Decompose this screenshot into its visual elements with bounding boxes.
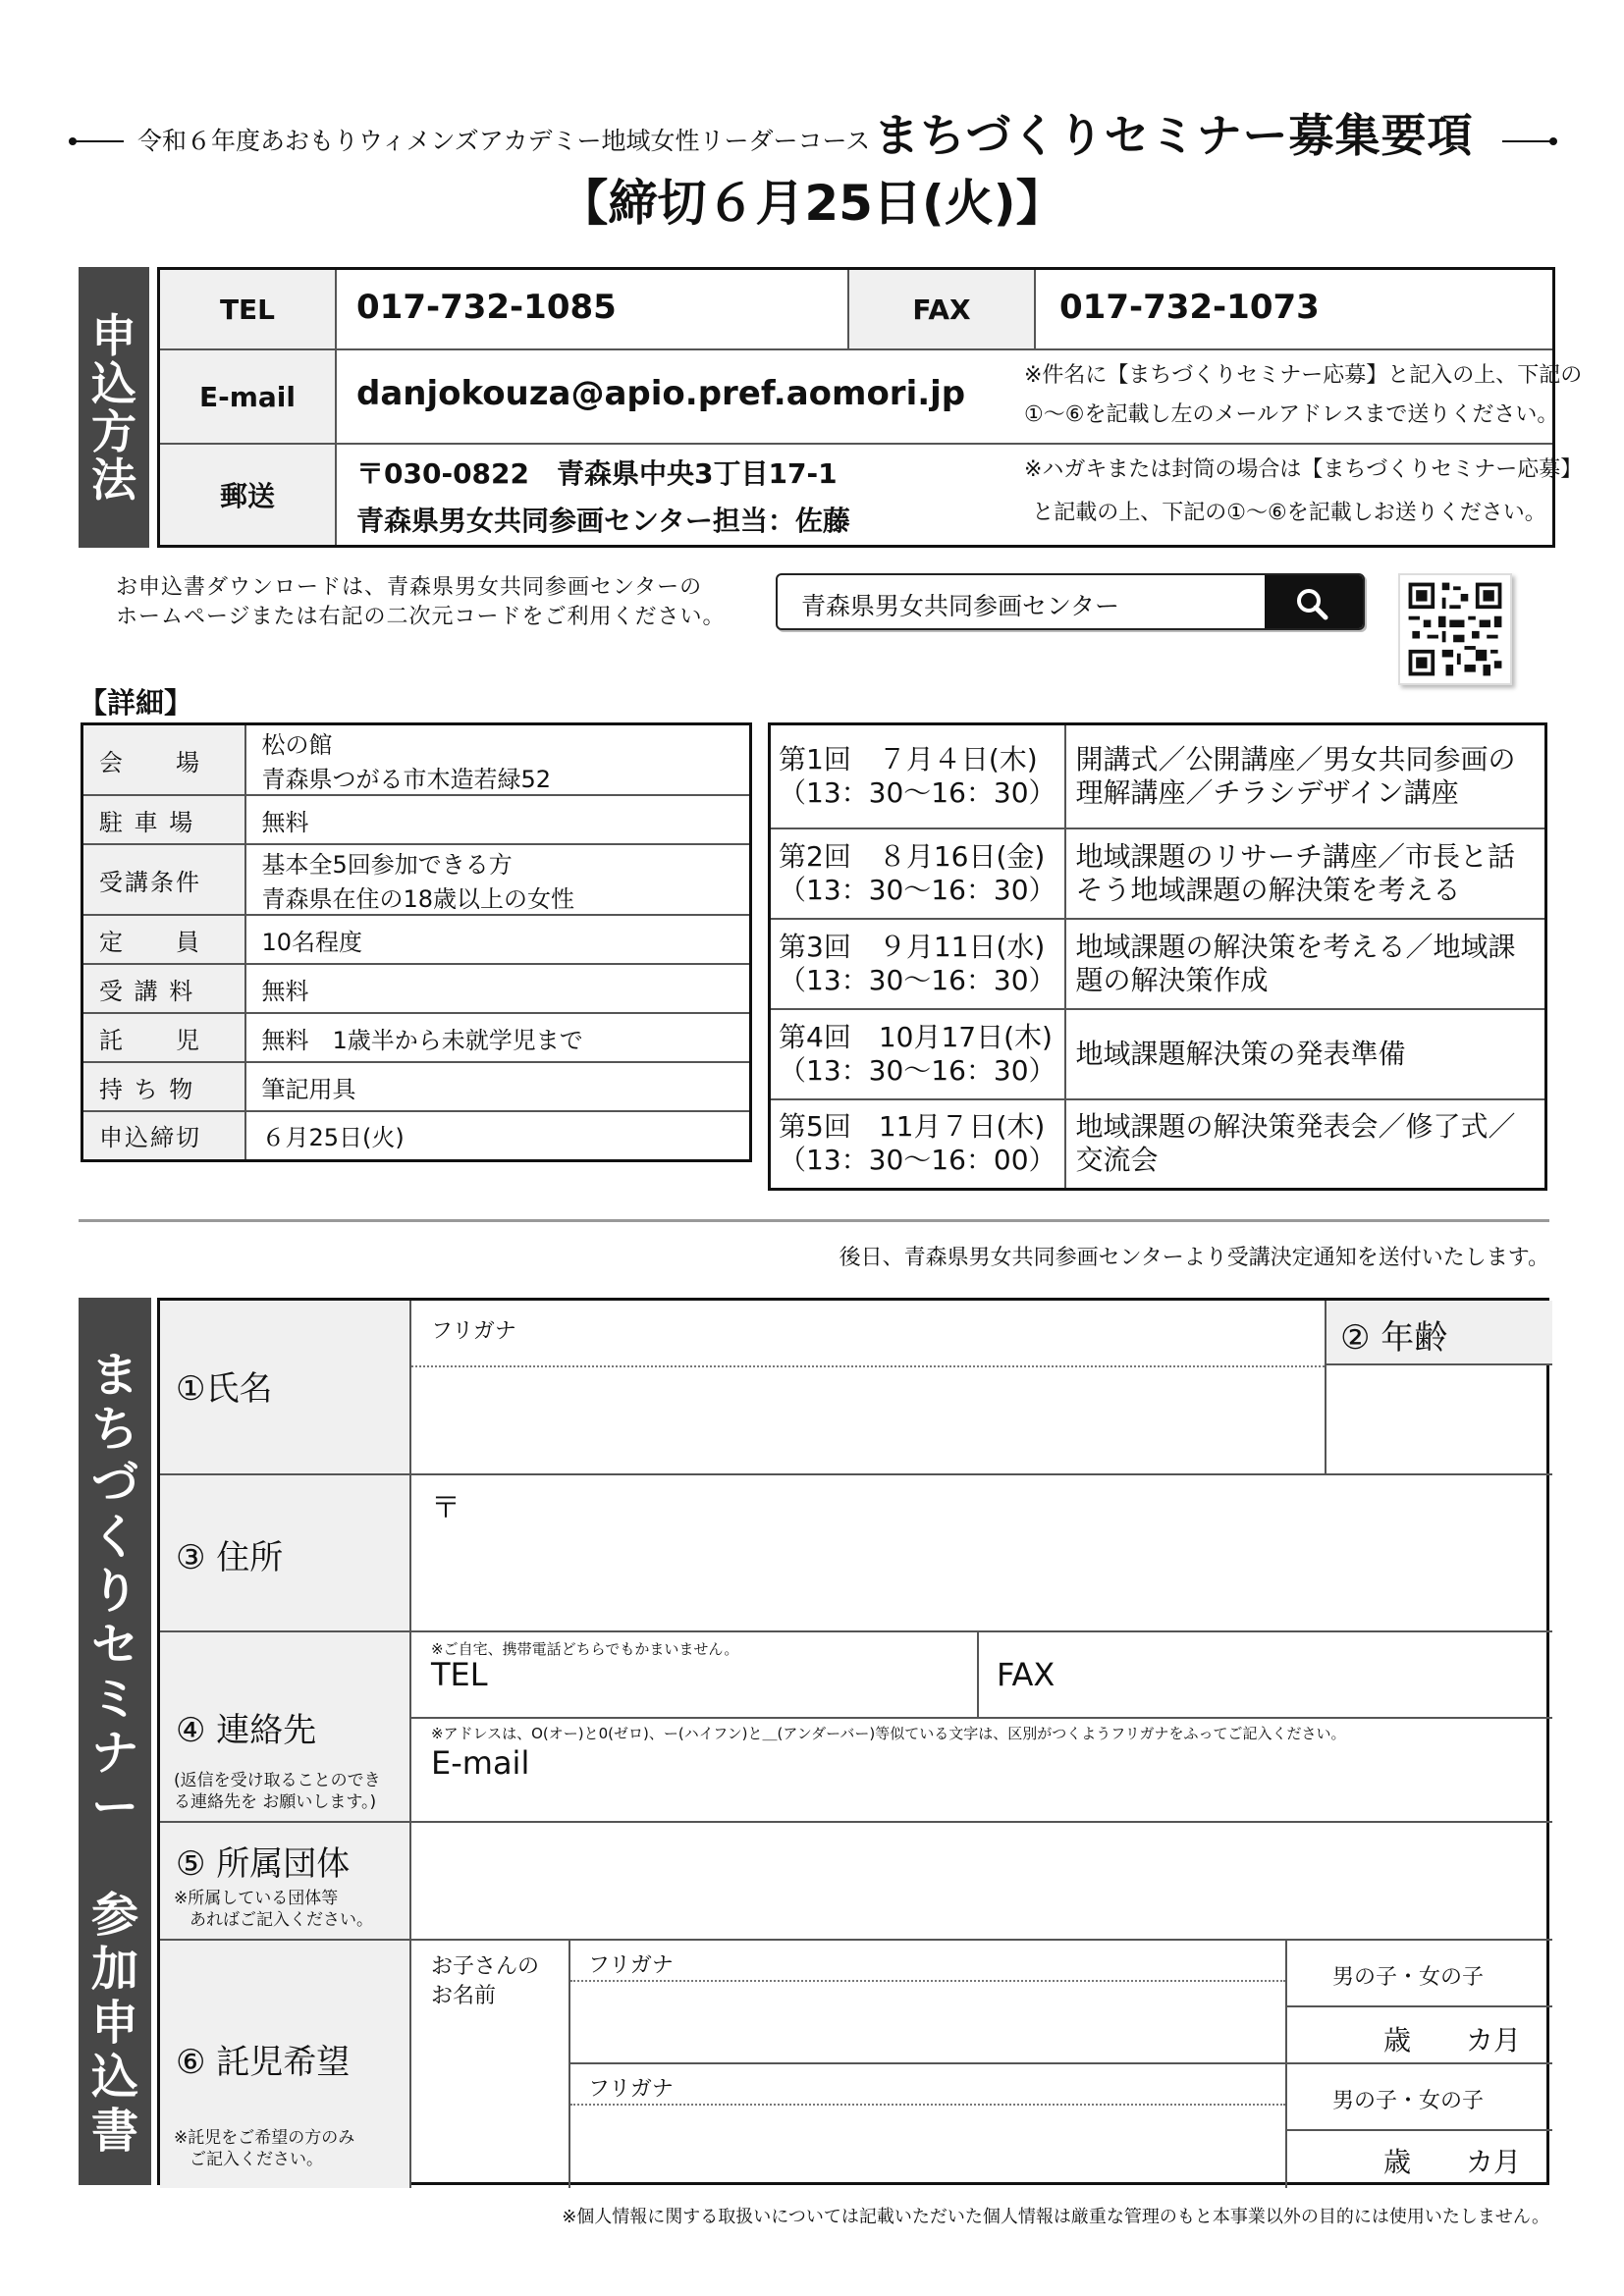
org-label: ⑤ 所属団体	[176, 1844, 351, 1884]
child2-age[interactable]: 歳 カ月	[1383, 2146, 1522, 2178]
detail-value	[245, 844, 751, 915]
side-char: 書	[90, 2104, 138, 2159]
email-value[interactable]: danjokouza@apio.pref.aomori.jp	[356, 374, 966, 413]
side-char: 込	[90, 2050, 138, 2105]
side-char: 加	[90, 1942, 138, 1997]
table-row	[770, 828, 1546, 919]
search-box[interactable]	[776, 573, 1365, 630]
session-time: （13：30～16：30）	[779, 873, 1056, 906]
org-note-1: ※所属している団体等	[174, 1889, 339, 1908]
header-right-line	[1502, 140, 1551, 142]
name-input[interactable]	[411, 1365, 1325, 1473]
fax-input[interactable]	[979, 1632, 1550, 1717]
form-side-label	[79, 1298, 151, 2185]
header-subtitle: 令和６年度あおもりウィメンズアカデミー地域女性リーダーコース	[137, 127, 871, 155]
method-side-label	[79, 267, 149, 548]
application-form	[157, 1298, 1549, 2185]
session-date-line: 第1回 ７月４日(木)	[779, 742, 1038, 775]
application-method-table	[157, 267, 1583, 548]
side-char: り	[90, 1564, 138, 1619]
address-label-cell	[160, 1475, 411, 1632]
session-content: 地域課題の解決策を考える／地域課題の解決策作成	[1065, 919, 1546, 1009]
session-content: 開講式／公開講座／男女共同参画の理解講座／チラシデザイン講座	[1065, 724, 1546, 828]
tel-label: TEL	[160, 270, 337, 348]
post-row	[160, 445, 1583, 545]
side-char: ち	[90, 1402, 138, 1457]
session-date	[770, 1099, 1065, 1190]
childcare-label-cell	[160, 1941, 411, 2188]
detail-key: 申込締切	[82, 1111, 245, 1160]
childcare-label: ⑥ 託児希望	[176, 2043, 351, 2082]
table-row	[770, 724, 1546, 828]
detail-value: 無料	[245, 964, 751, 1013]
table-row	[770, 1099, 1546, 1190]
detail-key: 会 場	[82, 724, 245, 796]
contact-note-1: (返信を受け取ることのでき	[174, 1771, 381, 1790]
table-row	[82, 844, 751, 915]
download-text-line-1: お申込書ダウンロードは、青森県男女共同参画センターの	[116, 575, 703, 600]
side-char: 申	[91, 309, 136, 362]
child-name-label-line: お子さんの	[431, 1954, 540, 1979]
child1-age[interactable]: 歳 カ月	[1383, 2024, 1522, 2056]
child1-furigana-label: フリガナ	[588, 1953, 674, 1978]
child-name-label	[431, 1952, 539, 2011]
age-input[interactable]	[1326, 1367, 1550, 1473]
phone-note: ※ご自宅、携帯電話どちらでもかまいません。	[431, 1640, 739, 1658]
session-date	[770, 828, 1065, 919]
detail-value-line: 松の館	[261, 731, 333, 759]
child-gender-divider	[1285, 1941, 1287, 2188]
contact-note-2: る連絡先を お願いします。)	[174, 1792, 377, 1812]
table-row	[82, 724, 751, 796]
tel-row	[160, 270, 1552, 350]
search-icon	[1265, 575, 1363, 630]
detail-value: 10名程度	[245, 915, 751, 964]
row-divider	[1285, 2129, 1552, 2131]
detail-value-line: 青森県在住の18歳以上の女性	[261, 885, 575, 913]
detail-key: 受講条件	[82, 844, 245, 915]
privacy-footer: ※個人情報に関する取扱いについては記載いただいた個人情報は厳重な管理のもと本事業以外の目的には使用いたしません。	[562, 2207, 1549, 2227]
childcare-note-2: ご記入ください。	[189, 2150, 323, 2169]
session-date	[770, 724, 1065, 828]
row-divider	[568, 2062, 1552, 2064]
child1-name-input[interactable]	[570, 1982, 1285, 2062]
details-title: 【詳細】	[79, 686, 193, 720]
side-char: ー	[90, 1780, 138, 1835]
age-label: ② 年齢	[1326, 1301, 1552, 1365]
fax-label: FAX	[847, 270, 1036, 348]
email-note: ※アドレスは、O(オー)と0(ゼロ)、ー(ハイフン)と＿(アンダーバー)等似ている文字は、区別がつくようフリガナをふってご記入ください。	[431, 1725, 1346, 1742]
detail-value-line: 基本全5回参加できる方	[261, 851, 513, 879]
table-row	[82, 795, 751, 844]
child1-gender[interactable]: 男の子・女の子	[1332, 1965, 1485, 1990]
side-char: 法	[91, 454, 136, 507]
session-date-line: 第2回 ８月16日(金)	[779, 839, 1046, 873]
section-divider	[79, 1219, 1549, 1222]
session-date-line: 第4回 10月17日(木)	[779, 1020, 1053, 1053]
detail-value: 筆記用具	[245, 1062, 751, 1111]
schedule-table	[768, 722, 1547, 1191]
session-content: 地域課題のリサーチ講座／市長と話そう地域課題の解決策を考える	[1065, 828, 1546, 919]
table-row	[82, 915, 751, 964]
detail-key: 駐 車 場	[82, 795, 245, 844]
detail-key: 託 児	[82, 1013, 245, 1062]
email-label: E-mail	[160, 350, 337, 443]
org-note-2: あればご記入ください。	[189, 1910, 373, 1930]
header-left-line	[75, 140, 124, 142]
session-time: （13：30～16：30）	[779, 775, 1056, 809]
tel-value: 017-732-1085	[356, 288, 617, 327]
header-right-dot	[1549, 137, 1557, 145]
acceptance-notice: 後日、青森県男女共同参画センターより受講決定通知を送付いたします。	[839, 1246, 1549, 1270]
side-char: 方	[91, 405, 136, 458]
download-text	[116, 573, 726, 632]
download-text-line-2: ホームページまたは右記の二次元コードをご利用ください。	[116, 605, 726, 629]
side-char: く	[90, 1510, 138, 1565]
post-address-line-2: 青森県男女共同参画センター担当：佐藤	[356, 505, 850, 537]
table-row	[82, 1013, 751, 1062]
fax-field-label: FAX	[997, 1656, 1056, 1693]
name-furigana-label: フリガナ	[431, 1319, 516, 1344]
side-char: づ	[90, 1456, 138, 1511]
detail-key: 持 ち 物	[82, 1062, 245, 1111]
search-button[interactable]	[1265, 575, 1363, 628]
session-time: （13：30～16：00）	[779, 1144, 1056, 1177]
email-row	[160, 350, 1583, 445]
contact-label: ④ 連絡先	[176, 1711, 317, 1750]
detail-value: 無料	[245, 795, 751, 844]
post-note-2: と記載の上、下記の①～⑥を記載しお送りください。	[1032, 501, 1546, 525]
address-input[interactable]	[411, 1475, 1552, 1630]
side-char: ミ	[90, 1672, 138, 1727]
postal-mark: 〒	[431, 1491, 460, 1525]
email-note-2: ①～⑥を記載し左のメールアドレスまで送りください。	[1024, 402, 1559, 427]
email-note-1: ※件名に【まちづくりセミナー応募】と記入の上、下記の	[1024, 363, 1583, 388]
side-char: 参	[90, 1888, 138, 1943]
name-label-cell	[160, 1301, 411, 1475]
child2-gender[interactable]: 男の子・女の子	[1332, 2089, 1485, 2113]
session-time: （13：30～16：30）	[779, 963, 1056, 996]
detail-value: ６月25日(火)	[245, 1111, 751, 1160]
childcare-note-1: ※託児をご希望の方のみ	[174, 2128, 355, 2148]
org-label-cell	[160, 1823, 411, 1941]
email-field-label: E-mail	[431, 1744, 530, 1782]
side-char: 申	[90, 1996, 138, 2051]
contact-label-cell	[160, 1632, 411, 1823]
session-content: 地域課題の解決策発表会／修了式／交流会	[1065, 1099, 1546, 1190]
tel-field-label: TEL	[431, 1656, 488, 1693]
row-divider	[1285, 2005, 1552, 2007]
qr-code[interactable]	[1398, 573, 1512, 685]
side-char	[91, 1835, 138, 1889]
table-row	[770, 1009, 1546, 1099]
post-label: 郵送	[160, 445, 337, 545]
table-row	[82, 1062, 751, 1111]
side-char: セ	[90, 1618, 138, 1673]
table-row	[82, 1111, 751, 1160]
table-row	[770, 919, 1546, 1009]
post-note-1: ※ハガキまたは封筒の場合は【まちづくりセミナー応募】	[1024, 457, 1583, 482]
child2-name-input[interactable]	[570, 2106, 1285, 2186]
side-char: 込	[91, 357, 136, 410]
tel-input[interactable]	[411, 1632, 977, 1717]
post-address-line-1: 〒030-0822 青森県中央3丁目17-1	[356, 457, 838, 490]
table-row	[82, 964, 751, 1013]
session-content: 地域課題解決策の発表準備	[1065, 1009, 1546, 1099]
row-divider	[411, 1939, 1552, 1941]
search-text: 青森県男女共同参画センター	[801, 592, 1120, 620]
detail-key: 受 講 料	[82, 964, 245, 1013]
session-date	[770, 1009, 1065, 1099]
child2-furigana-label: フリガナ	[588, 2077, 674, 2102]
session-time: （13：30～16：30）	[779, 1053, 1056, 1087]
detail-value-line: 青森県つがる市木造若緑52	[261, 766, 552, 793]
fax-value: 017-732-1073	[1059, 288, 1320, 327]
side-char: ま	[90, 1348, 138, 1403]
child-name-label-line: お名前	[431, 1984, 497, 2008]
deadline: 【締切６月25日(火)】	[559, 175, 1065, 232]
org-input[interactable]	[411, 1823, 1552, 1939]
address-label: ③ 住所	[176, 1538, 284, 1577]
email-input[interactable]	[411, 1719, 1552, 1821]
detail-value	[245, 724, 751, 796]
session-date-line: 第5回 11月７日(木)	[779, 1110, 1046, 1144]
page-title: まちづくりセミナー募集要項	[874, 109, 1474, 162]
session-date	[770, 919, 1065, 1009]
header	[69, 106, 1561, 165]
side-char: ナ	[90, 1726, 138, 1781]
session-date-line: 第3回 ９月11日(水)	[779, 930, 1046, 963]
name-label: ①氏名	[176, 1369, 273, 1409]
details-table	[81, 722, 752, 1162]
detail-value: 無料 1歳半から未就学児まで	[245, 1013, 751, 1062]
detail-key: 定 員	[82, 915, 245, 964]
qr-code-icon	[1400, 575, 1510, 683]
